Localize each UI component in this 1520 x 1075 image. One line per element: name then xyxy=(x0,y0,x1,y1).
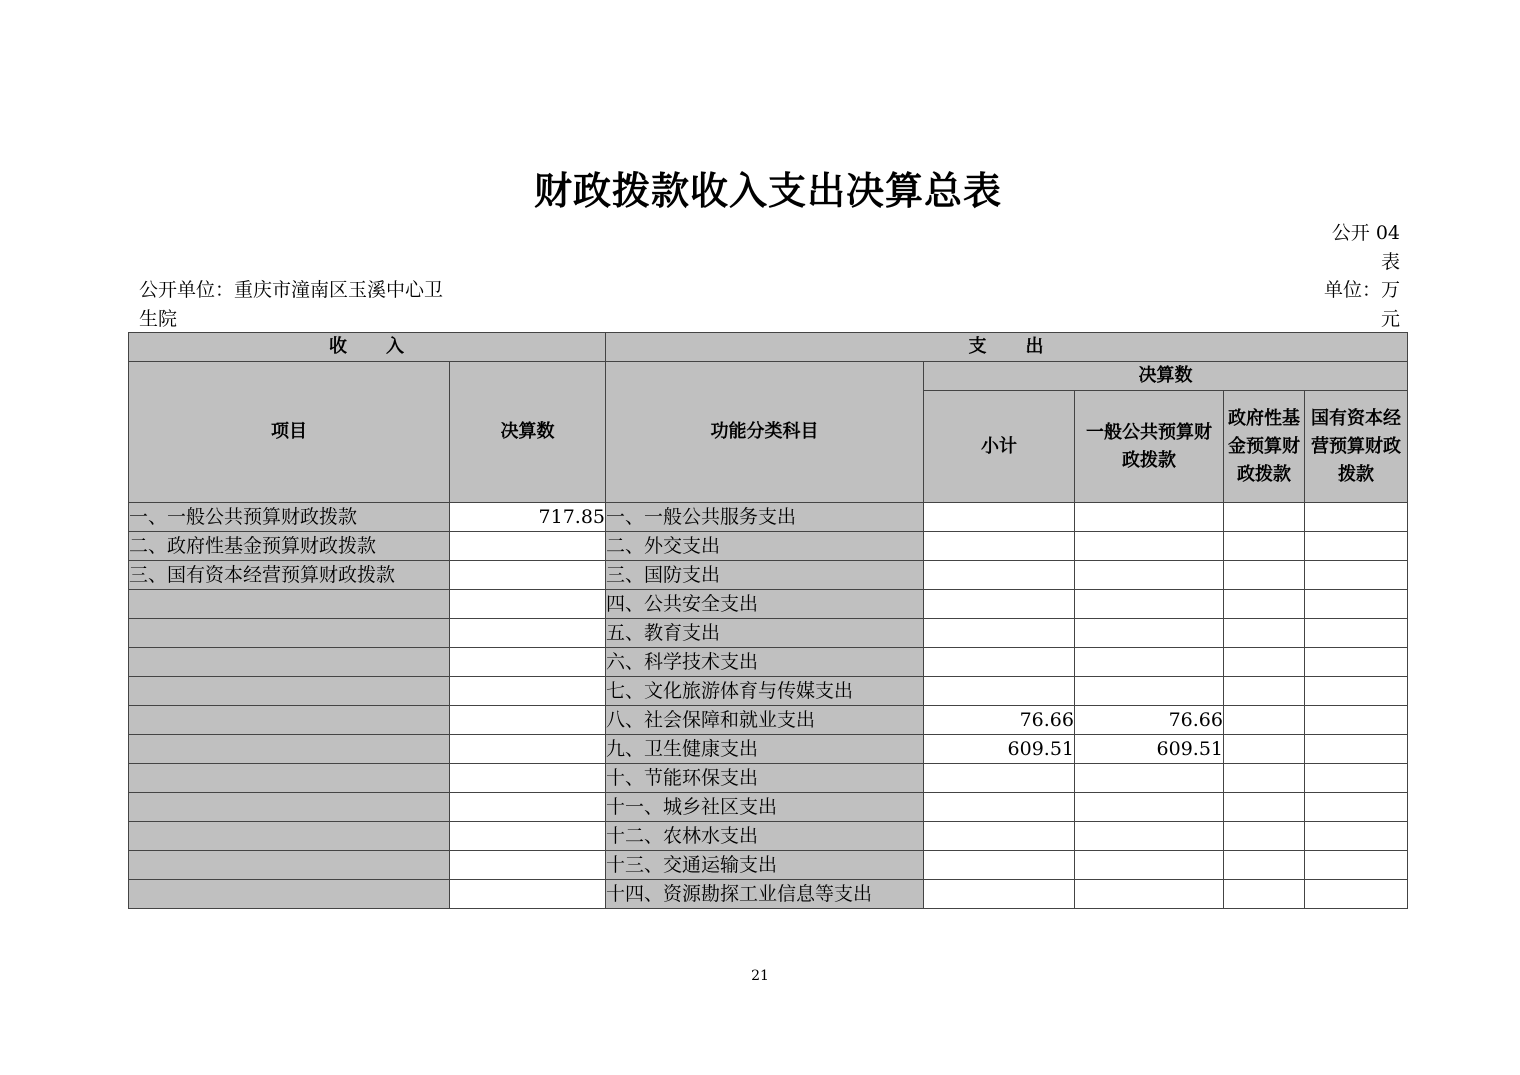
income-amount-cell xyxy=(450,590,606,619)
government-fund-budget-header: 政府性基金预算财政拨款 xyxy=(1224,391,1305,503)
functional-category-header: 功能分类科目 xyxy=(606,362,924,503)
gov-fund-cell xyxy=(1224,561,1305,590)
general-budget-cell xyxy=(1075,764,1224,793)
general-public-budget-header: 一般公共预算财政拨款 xyxy=(1075,391,1224,503)
page-number: 21 xyxy=(751,968,769,984)
subtotal-cell xyxy=(924,648,1075,677)
income-amount-cell: 717.85 xyxy=(450,503,606,532)
header-row-1 xyxy=(129,333,1408,362)
gov-fund-cell xyxy=(1224,619,1305,648)
gov-fund-cell xyxy=(1224,793,1305,822)
income-item-cell xyxy=(129,880,450,909)
income-item-cell xyxy=(129,822,450,851)
general-budget-cell: 609.51 xyxy=(1075,735,1224,764)
general-budget-cell xyxy=(1075,880,1224,909)
table-row xyxy=(129,532,1408,561)
state-capital-cell xyxy=(1305,793,1408,822)
subtotal-cell xyxy=(924,619,1075,648)
expense-item-cell: 九、卫生健康支出 xyxy=(606,735,924,764)
income-amount-cell xyxy=(450,880,606,909)
state-capital-cell xyxy=(1305,851,1408,880)
subtotal-cell xyxy=(924,503,1075,532)
header-row-2 xyxy=(129,362,1408,391)
state-capital-cell xyxy=(1305,590,1408,619)
income-item-cell xyxy=(129,735,450,764)
table-row xyxy=(129,880,1408,909)
income-amount-cell xyxy=(450,851,606,880)
general-budget-cell xyxy=(1075,822,1224,851)
gov-fund-cell xyxy=(1224,677,1305,706)
gov-fund-cell xyxy=(1224,822,1305,851)
income-item-cell xyxy=(129,619,450,648)
state-capital-cell xyxy=(1305,677,1408,706)
subtotal-header: 小计 xyxy=(924,391,1075,503)
table-row xyxy=(129,503,1408,532)
general-budget-cell: 76.66 xyxy=(1075,706,1224,735)
subtotal-cell xyxy=(924,532,1075,561)
page-title: 财政拨款收入支出决算总表 xyxy=(533,169,1002,213)
state-capital-cell xyxy=(1305,764,1408,793)
expense-item-cell: 三、国防支出 xyxy=(606,561,924,590)
income-amount-cell xyxy=(450,735,606,764)
gov-fund-cell xyxy=(1224,851,1305,880)
expense-item-cell: 八、社会保障和就业支出 xyxy=(606,706,924,735)
state-capital-cell xyxy=(1305,503,1408,532)
expense-header: 支 出 xyxy=(606,333,1408,362)
subtotal-cell xyxy=(924,851,1075,880)
state-capital-cell xyxy=(1305,880,1408,909)
table-row xyxy=(129,706,1408,735)
expense-item-cell: 四、公共安全支出 xyxy=(606,590,924,619)
income-amount-cell xyxy=(450,619,606,648)
income-item-cell xyxy=(129,677,450,706)
reporting-unit: 公开单位：重庆市潼南区玉溪中心卫生院 xyxy=(139,279,444,330)
state-capital-cell xyxy=(1305,706,1408,735)
general-budget-cell xyxy=(1075,590,1224,619)
general-budget-cell xyxy=(1075,648,1224,677)
state-capital-cell xyxy=(1305,735,1408,764)
general-budget-cell xyxy=(1075,503,1224,532)
income-amount-cell xyxy=(450,822,606,851)
expense-item-cell: 六、科学技术支出 xyxy=(606,648,924,677)
expense-item-cell: 十二、农林水支出 xyxy=(606,822,924,851)
table-row xyxy=(129,851,1408,880)
subtotal-cell: 76.66 xyxy=(924,706,1075,735)
income-item-cell: 二、政府性基金预算财政拨款 xyxy=(129,532,450,561)
state-capital-cell xyxy=(1305,822,1408,851)
gov-fund-cell xyxy=(1224,532,1305,561)
state-capital-cell xyxy=(1305,561,1408,590)
income-amount-cell xyxy=(450,706,606,735)
expense-item-cell: 一、一般公共服务支出 xyxy=(606,503,924,532)
subtotal-cell xyxy=(924,590,1075,619)
expense-item-cell: 七、文化旅游体育与传媒支出 xyxy=(606,677,924,706)
income-header: 收 入 xyxy=(129,333,606,362)
income-item-cell xyxy=(129,706,450,735)
table-row xyxy=(129,561,1408,590)
expense-item-cell: 五、教育支出 xyxy=(606,619,924,648)
subtotal-cell: 609.51 xyxy=(924,735,1075,764)
general-budget-cell xyxy=(1075,532,1224,561)
gov-fund-cell xyxy=(1224,706,1305,735)
expense-item-cell: 十三、交通运输支出 xyxy=(606,851,924,880)
income-item-cell xyxy=(129,648,450,677)
gov-fund-cell xyxy=(1224,648,1305,677)
gov-fund-cell xyxy=(1224,503,1305,532)
income-item-cell xyxy=(129,590,450,619)
subtotal-cell xyxy=(924,764,1075,793)
item-header: 项目 xyxy=(129,362,450,503)
currency-unit: 单位：万元 xyxy=(1323,279,1400,330)
income-amount-cell xyxy=(450,677,606,706)
income-amount-cell xyxy=(450,648,606,677)
appropriation-summary-table xyxy=(128,332,1408,909)
income-amount-cell xyxy=(450,532,606,561)
expense-item-cell: 十一、城乡社区支出 xyxy=(606,793,924,822)
state-capital-cell xyxy=(1305,532,1408,561)
expense-item-cell: 十四、资源勘探工业信息等支出 xyxy=(606,880,924,909)
expense-item-cell: 十、节能环保支出 xyxy=(606,764,924,793)
income-item-cell xyxy=(129,764,450,793)
subtotal-cell xyxy=(924,561,1075,590)
state-capital-budget-header: 国有资本经营预算财政拨款 xyxy=(1305,391,1408,503)
general-budget-cell xyxy=(1075,561,1224,590)
income-amount-cell xyxy=(450,793,606,822)
gov-fund-cell xyxy=(1224,880,1305,909)
general-budget-cell xyxy=(1075,851,1224,880)
table-row xyxy=(129,735,1408,764)
subtotal-cell xyxy=(924,880,1075,909)
income-item-cell: 三、国有资本经营预算财政拨款 xyxy=(129,561,450,590)
subtotal-cell xyxy=(924,677,1075,706)
table-row xyxy=(129,822,1408,851)
general-budget-cell xyxy=(1075,793,1224,822)
income-item-cell xyxy=(129,793,450,822)
table-row xyxy=(129,590,1408,619)
table-row xyxy=(129,764,1408,793)
general-budget-cell xyxy=(1075,677,1224,706)
income-amount-cell xyxy=(450,561,606,590)
gov-fund-cell xyxy=(1224,764,1305,793)
table-row xyxy=(129,793,1408,822)
income-item-cell: 一、一般公共预算财政拨款 xyxy=(129,503,450,532)
table-row xyxy=(129,619,1408,648)
gov-fund-cell xyxy=(1224,590,1305,619)
final-amount-group-header: 决算数 xyxy=(924,362,1408,391)
expense-item-cell: 二、外交支出 xyxy=(606,532,924,561)
form-number: 公开 04 表 xyxy=(1331,222,1400,273)
gov-fund-cell xyxy=(1224,735,1305,764)
general-budget-cell xyxy=(1075,619,1224,648)
subtotal-cell xyxy=(924,822,1075,851)
state-capital-cell xyxy=(1305,619,1408,648)
table-row xyxy=(129,677,1408,706)
final-amount-header: 决算数 xyxy=(450,362,606,503)
income-item-cell xyxy=(129,851,450,880)
income-amount-cell xyxy=(450,764,606,793)
table-row xyxy=(129,648,1408,677)
state-capital-cell xyxy=(1305,648,1408,677)
subtotal-cell xyxy=(924,793,1075,822)
